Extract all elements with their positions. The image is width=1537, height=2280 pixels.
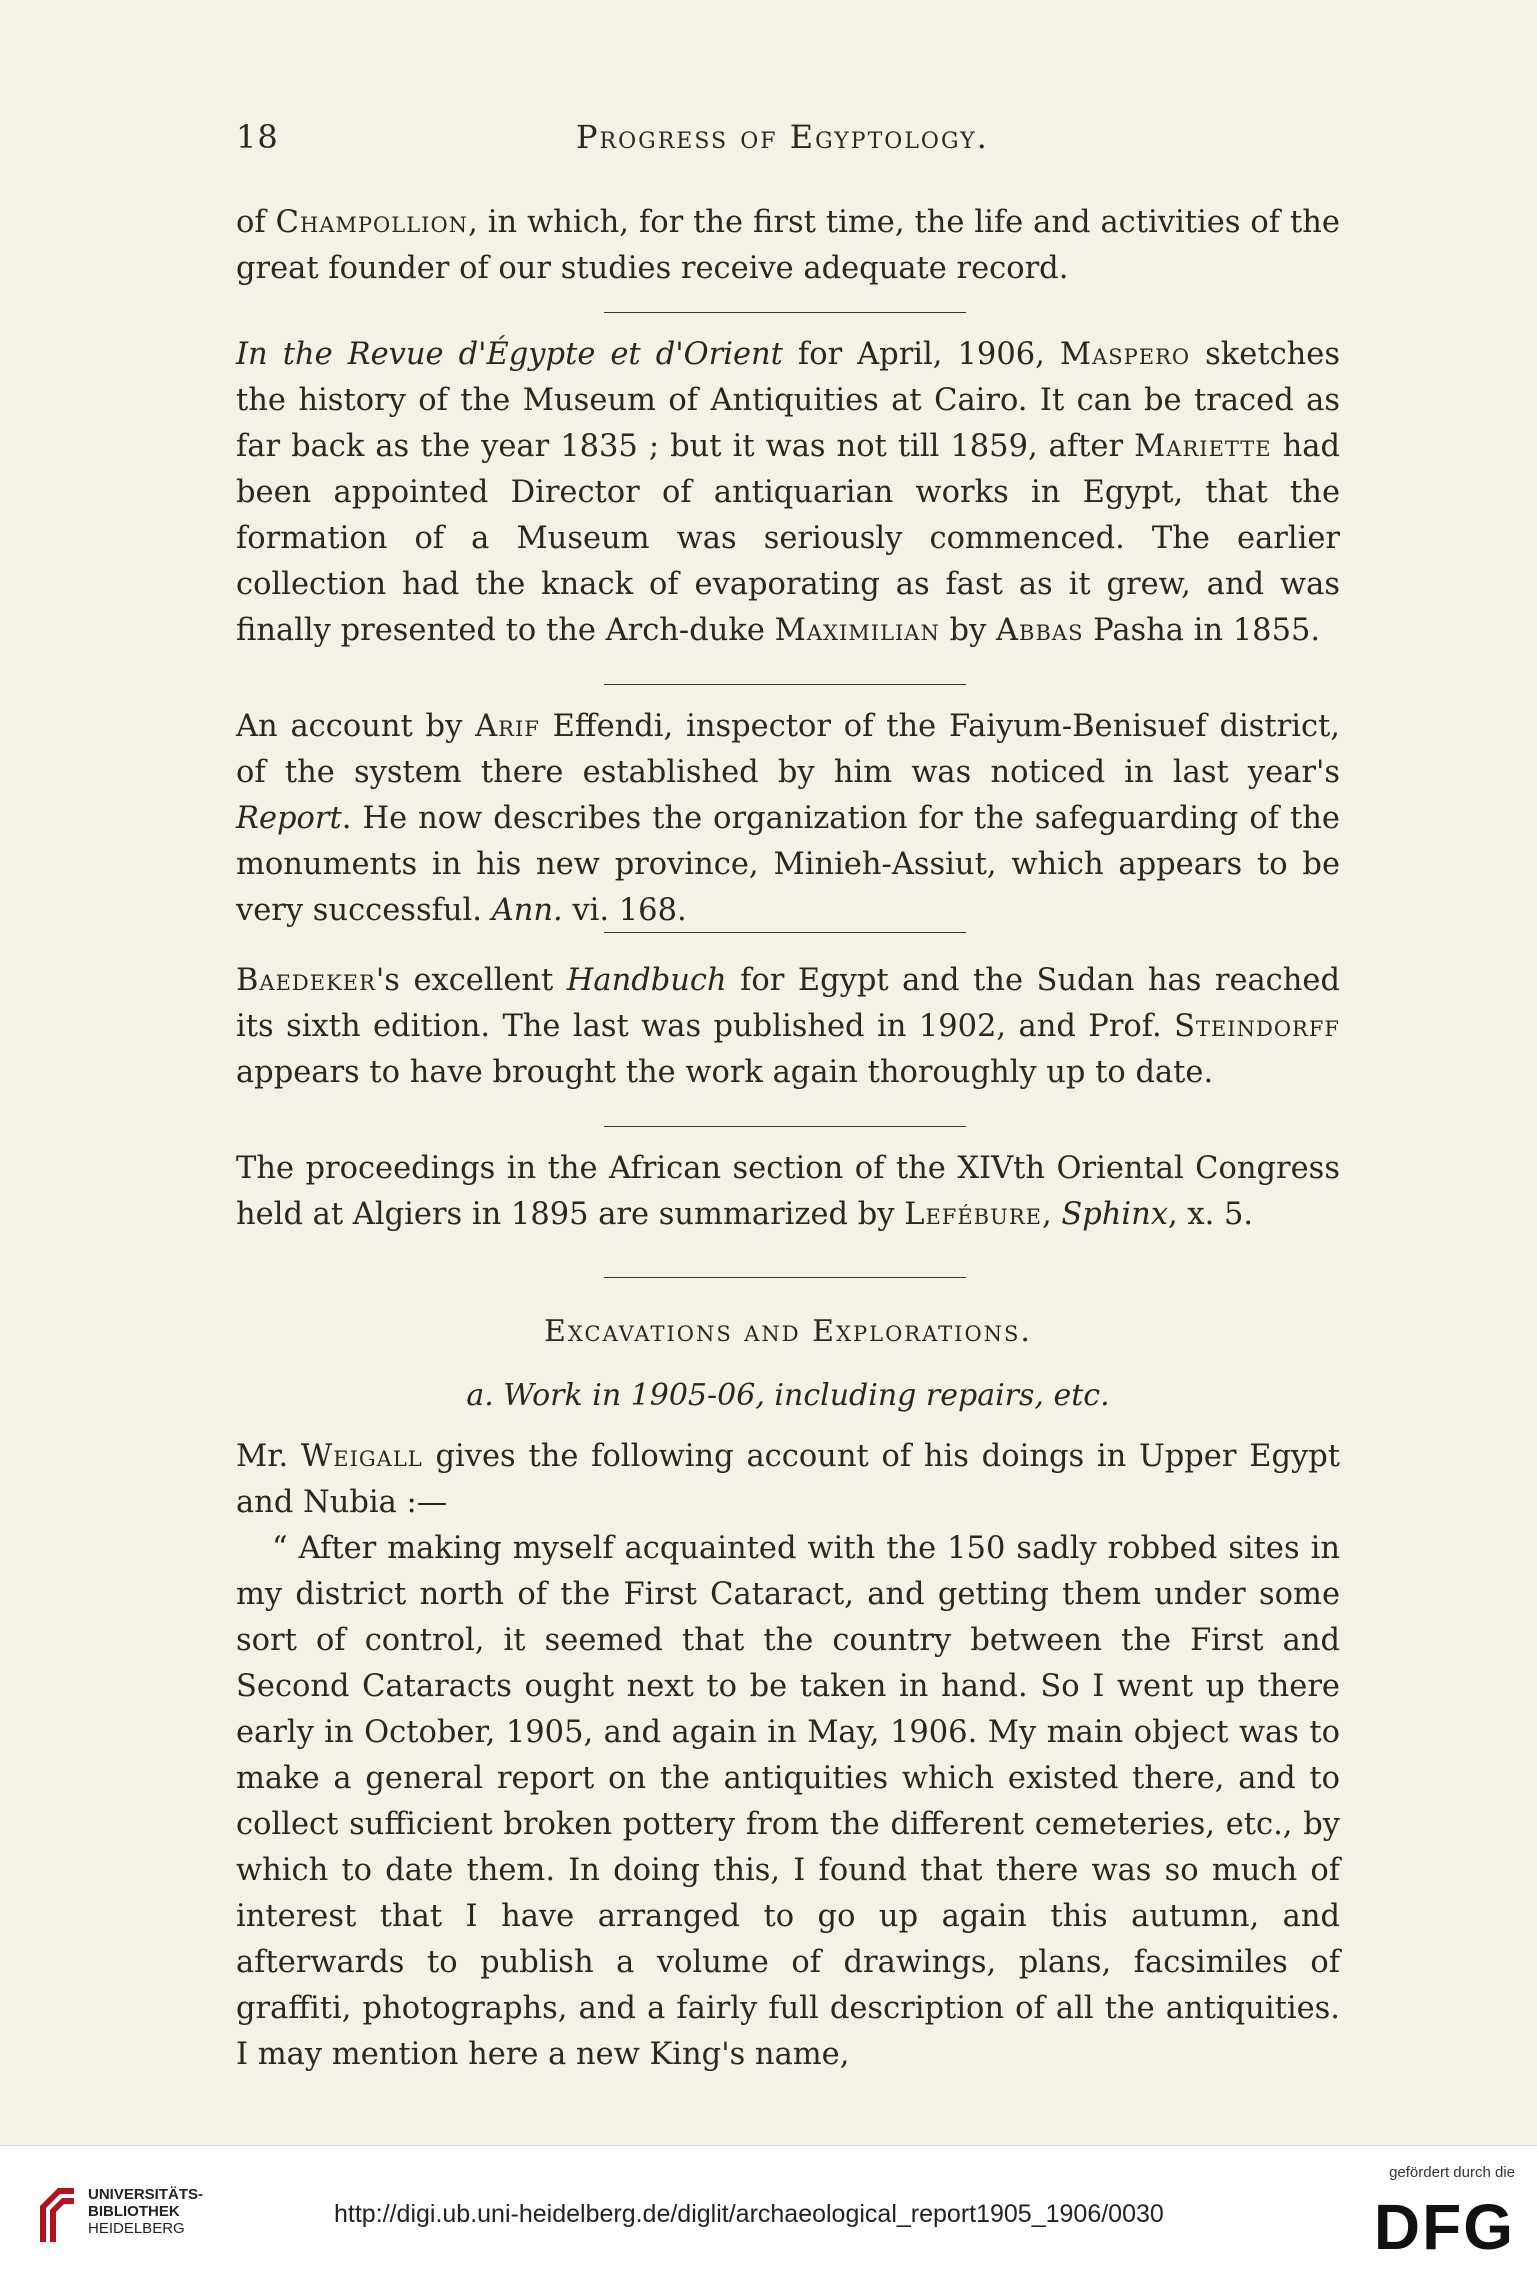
text-span: 's excellent bbox=[375, 963, 567, 998]
name-mariette: Mariette bbox=[1134, 429, 1272, 464]
page-header bbox=[236, 118, 1336, 168]
source-url-link[interactable]: http://digi.ub.uni-heidelberg.de/diglit/archaeological_report1905_1906/0030 bbox=[334, 2200, 1164, 2228]
report-title: Report bbox=[236, 801, 342, 836]
running-title: Progress of Egyptology. bbox=[576, 118, 989, 156]
library-name-line: UNIVERSITÄTS- bbox=[88, 2186, 204, 2203]
library-name bbox=[88, 2186, 203, 2237]
funding-label: gefördert durch die bbox=[1389, 2164, 1515, 2181]
text-span: , in which, for the first time, the life and activities of the great founder of our studies receive adequate record. bbox=[236, 205, 1340, 286]
text-span: sketches the history of the Museum of Antiquities at Cairo. It can be traced as far back as the year 1835 ; but it was not till 1859, after bbox=[236, 337, 1341, 464]
sphinx-title: Sphinx bbox=[1061, 1197, 1169, 1232]
name-weigall: Weigall bbox=[300, 1439, 423, 1474]
text-span: of bbox=[236, 205, 276, 240]
text-span: Effendi, inspector of the Faiyum-Benisuef district, of the system there established by him was noticed in last year's bbox=[236, 709, 1340, 790]
library-logo-icon bbox=[36, 2184, 78, 2246]
journal-title: In the Revue d'Égypte et d'Orient bbox=[236, 337, 783, 372]
separator-rule bbox=[604, 1277, 966, 1278]
paragraph-museum-history bbox=[236, 332, 1340, 654]
section-heading: Excavations and Explorations. bbox=[544, 1314, 1032, 1349]
text-span: , x. 5. bbox=[1168, 1197, 1254, 1232]
paragraph-baedeker bbox=[236, 958, 1340, 1096]
name-steindorff: Steindorff bbox=[1174, 1009, 1340, 1044]
name-champollion: Champollion bbox=[275, 205, 469, 240]
separator-rule bbox=[604, 1126, 966, 1127]
text-span: Pasha in 1855. bbox=[1083, 613, 1321, 648]
library-name-line: HEIDELBERG bbox=[88, 2220, 185, 2237]
text-span: by bbox=[939, 613, 997, 648]
dfg-logo: DFG bbox=[1373, 2191, 1515, 2263]
text-span: , bbox=[1041, 1197, 1062, 1232]
annales-abbrev: Ann. bbox=[491, 893, 563, 928]
name-maspero: Maspero bbox=[1059, 337, 1191, 372]
paragraph-champollion bbox=[236, 200, 1340, 292]
text-span: had been appointed Director of antiquarian works in Egypt, that the formation of a Museum was seriously commenced. The earlier collection had the knack of evaporating as fast as it grew, and was finally presented to the Arch-duke bbox=[236, 429, 1341, 648]
text-span: An account by bbox=[236, 709, 476, 744]
subsection-heading: a. Work in 1905-06, including repairs, etc. bbox=[466, 1378, 1110, 1413]
text-span: . He now describes the organization for the safeguarding of the monuments in his new province, Minieh-Assiut, which appears to be very successful. bbox=[236, 801, 1340, 928]
text-span: The proceedings in the African section of the XIVth Oriental Congress held at Algiers in 1895 are summarized by bbox=[236, 1151, 1340, 1232]
separator-rule bbox=[604, 932, 966, 933]
text-span: vi. 168. bbox=[562, 893, 687, 928]
paragraph-oriental-congress bbox=[236, 1146, 1340, 1238]
name-maximilian: Maximilian bbox=[774, 613, 940, 648]
name-arif: Arif bbox=[475, 709, 540, 744]
name-baedeker: Baedeker bbox=[236, 963, 376, 998]
text-span: Mr. bbox=[236, 1439, 301, 1474]
text-span: appears to have brought the work again thoroughly up to date. bbox=[236, 1055, 1214, 1090]
separator-rule bbox=[604, 312, 966, 313]
name-lefebure: Lefébure bbox=[904, 1197, 1042, 1232]
paragraph-weigall-intro bbox=[236, 1434, 1340, 1526]
separator-rule bbox=[604, 684, 966, 685]
handbuch-title: Handbuch bbox=[566, 963, 727, 998]
page-number: 18 bbox=[236, 118, 279, 156]
text-span: gives the following account of his doings in Upper Egypt and Nubia :— bbox=[236, 1439, 1340, 1520]
digitization-footer bbox=[0, 2145, 1537, 2280]
name-abbas: Abbas bbox=[996, 613, 1084, 648]
paragraph-arif-effendi bbox=[236, 704, 1340, 934]
library-name-line: BIBLIOTHEK bbox=[88, 2203, 180, 2220]
text-span: for Egypt and the Sudan has reached its sixth edition. The last was published in 1902, and Prof. bbox=[236, 963, 1340, 1044]
text-span: for April, 1906, bbox=[782, 337, 1060, 372]
paragraph-weigall-account: “ After making myself acquainted with the 150 sadly robbed sites in my district north of the First Cataract, and getting them under some sort of control, it seemed that the country between the First and Second Cataracts ought next to be taken in hand. So I went up there early in October, 1905, and again in May, 1906. My main object was to make a general report on the antiquities which existed there, and to collect sufficient broken pottery from the different cemeteries, etc., by which to date them. In doing this, I found that there was so much of interest that I have arranged to go up again this autumn, and afterwards to publish a volume of drawings, plans, facsimiles of graffiti, photographs, and a fairly full description of all the antiquities. I may mention here a new King's name, bbox=[236, 1531, 1340, 2072]
